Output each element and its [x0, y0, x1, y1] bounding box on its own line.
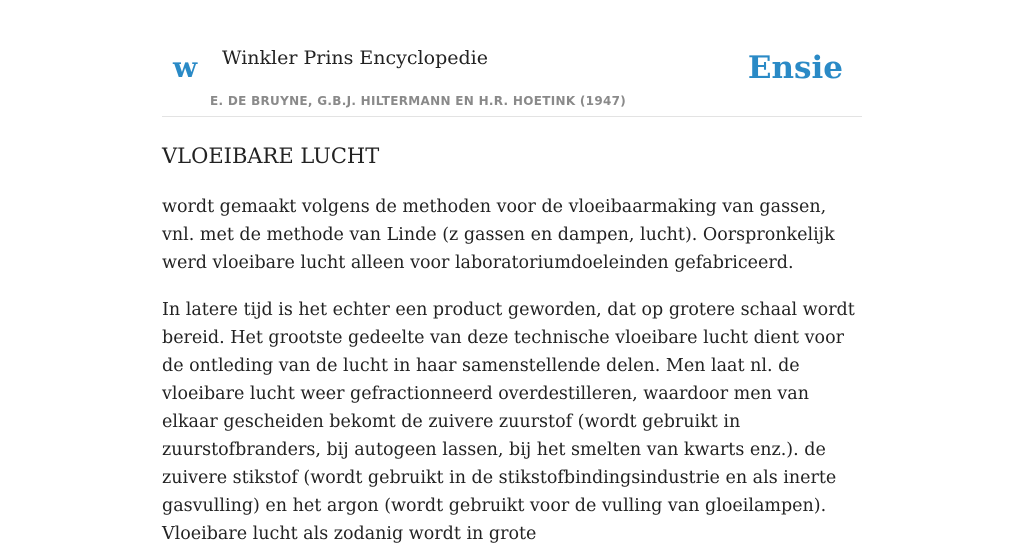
- source-title-link[interactable]: Winkler Prins Encyclopedie: [222, 47, 488, 69]
- article-paragraph-2: In latere tijd is het echter een product geworden, dat op grotere schaal wordt bereid. Het grootste gedeelte van deze technische vloeibare lucht dient voor de ontleding van de lucht in haar samenstellende delen. Men laat nl. de vloeibare lucht weer gefractionneerd overdestilleren, waardoor men van elkaar gescheiden bekomt de zuivere zuurstof (wordt gebruikt in zuurstofbranders, bij autogeen lassen, bij het smelten van kwarts enz.). de zuivere stikstof (wordt gebruikt in de stikstofbindingsindustrie en als inerte gasvulling) en het argon (wordt gebruikt voor de vulling van gloeilampen). Vloeibare lucht als zodanig wordt in grote: [162, 300, 855, 544]
- article-paragraph-1: wordt gemaakt volgens de methoden voor de vloeibaarmaking van gassen, vnl. met de methode van Linde (z gassen en dampen, lucht). Oorspronkelijk werd vloeibare lucht alleen voor laboratoriumdoeleinden gefabriceerd.: [162, 197, 835, 273]
- ensie-logo-link[interactable]: Ensie: [747, 50, 843, 86]
- page-header: [162, 0, 862, 117]
- winkler-prins-logo[interactable]: w: [173, 51, 198, 84]
- article-page: [162, 0, 862, 544]
- source-authors: E. DE BRUYNE, G.B.J. HILTERMANN EN H.R. HOETINK (1947): [210, 94, 627, 108]
- article-title: VLOEIBARE LUCHT: [162, 144, 380, 168]
